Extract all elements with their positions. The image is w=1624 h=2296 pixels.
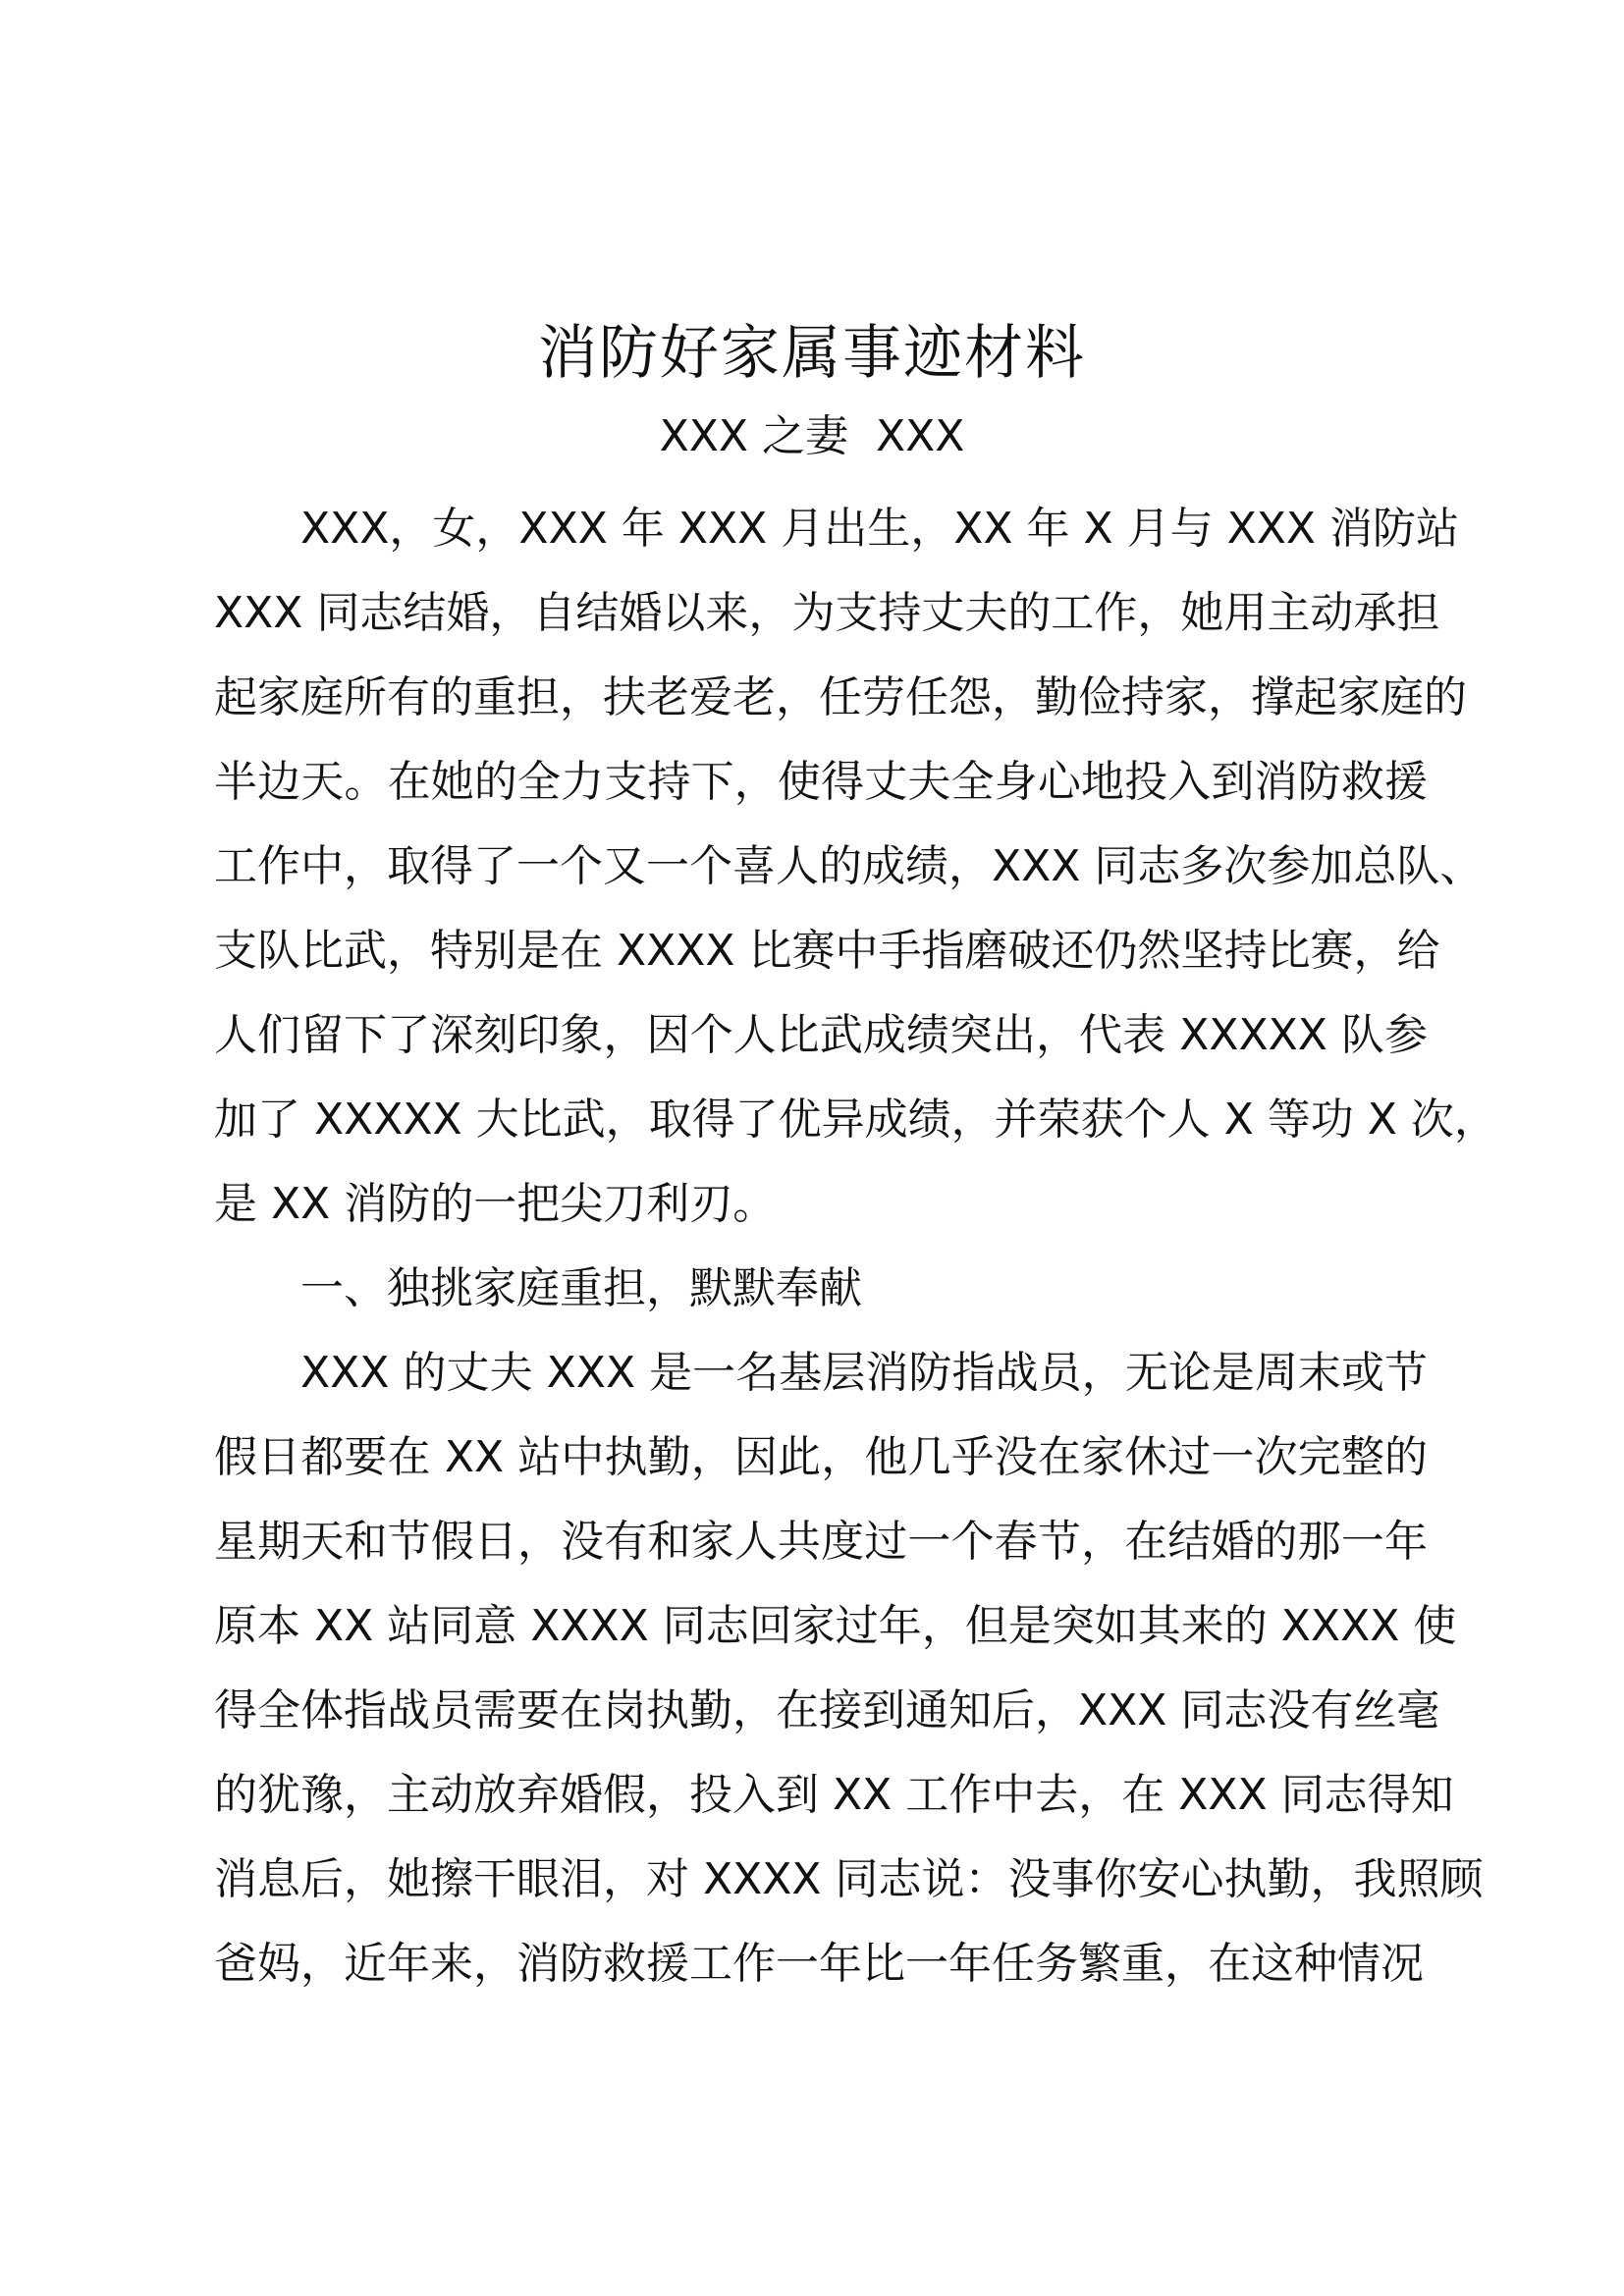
body-line: 消息后，她擦干眼泪，对 XXXX 同志说：没事你安心执勤，我照顾 [214,1854,1484,1904]
document-title: 消防好家属事迹材料 [538,319,1086,388]
body-line: 加了 XXXXX 大比武，取得了优异成绩，并荣获个人 X 等功 X 次， [214,1095,1497,1145]
body-line: XXX 同志结婚，自结婚以来，为支持丈夫的工作，她用主动承担 [214,588,1440,638]
body-line: 假日都要在 XX 站中执勤，因此，他几乎没在家休过一次完整的 [214,1432,1428,1482]
body-line: 星期天和节假日，没有和家人共度过一个春节，在结婚的那一年 [214,1517,1428,1567]
body-line: XXX，女，XXX 年 XXX 月出生，XX 年 X 月与 XXX 消防站 [300,504,1460,554]
document-body [214,487,1497,2006]
document-subtitle: XXX 之妻 XXX [659,411,965,461]
body-line: 半边天。在她的全力支持下，使得丈夫全身心地投入到消防救援 [214,757,1428,807]
body-line: 爸妈，近年来，消防救援工作一年比一年任务繁重，在这种情况 [214,1939,1424,1989]
body-line: XXX 的丈夫 XXX 是一名基层消防指战员，无论是周末或节 [300,1348,1428,1398]
body-line: 工作中，取得了一个又一个喜人的成绩，XXX 同志多次参加总队、 [214,841,1484,891]
body-line: 原本 XX 站同意 XXXX 同志回家过年，但是突如其来的 XXXX 使 [214,1601,1457,1651]
body-line: 的犹豫，主动放弃婚假，投入到 XX 工作中去，在 XXX 同志得知 [214,1770,1454,1820]
body-line: 支队比武，特别是在 XXXX 比赛中手指磨破还仍然坚持比赛，给 [214,926,1440,976]
body-line: 人们留下了深刻印象，因个人比武成绩突出，代表 XXXXX 队参 [214,1010,1428,1060]
section-heading: 一、独挑家庭重担，默默奉献 [300,1263,862,1313]
body-line: 得全体指战员需要在岗执勤，在接到通知后，XXX 同志没有丝毫 [214,1685,1440,1735]
body-line: 起家庭所有的重担，扶老爱老，任劳任怨，勤俭持家，撑起家庭的 [214,672,1467,722]
body-line: 是 XX 消防的一把尖刀利刃。 [214,1179,777,1229]
